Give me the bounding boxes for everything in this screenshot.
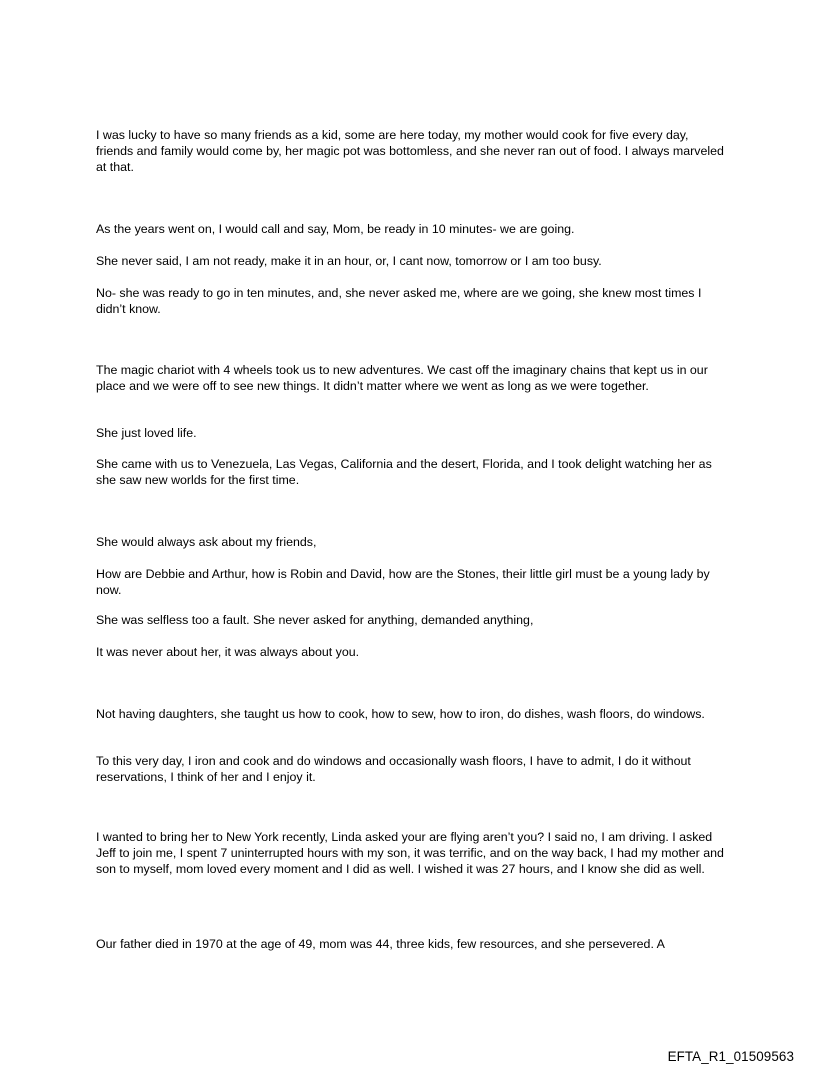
paragraph-how-are-friends: How are Debbie and Arthur, how is Robin and David, how are the Stones, their little girl must be a young lady by now. bbox=[96, 567, 710, 597]
document-id-footer: EFTA_R1_01509563 bbox=[667, 1049, 794, 1064]
paragraph-this-very-day: To this very day, I iron and cook and do windows and occasionally wash floors, I have to admit, I do it without reservations, I think of her and I enjoy it. bbox=[96, 754, 691, 784]
paragraph-loved-life: She just loved life. bbox=[96, 426, 197, 440]
paragraph-friends-cooking: I was lucky to have so many friends as a kid, some are here today, my mother would cook for five every day, friends and family would come by, her magic pot was bottomless, and she never ran out of food. I always marveled at that. bbox=[96, 128, 724, 174]
paragraph-ask-friends: She would always ask about my friends, bbox=[96, 535, 317, 549]
paragraph-travels: She came with us to Venezuela, Las Vegas, California and the desert, Florida, and I took delight watching her as she saw new worlds for the first time. bbox=[96, 457, 712, 487]
paragraph-never-said: She never said, I am not ready, make it in an hour, or, I cant now, tomorrow or I am too busy. bbox=[96, 254, 602, 268]
paragraph-new-york-trip: I wanted to bring her to New York recently, Linda asked your are flying aren’t you? I said no, I am driving. I asked Jeff to join me, I spent 7 uninterrupted hours with my son, it was terrific, and on the way back, I had my mother and son to myself, mom loved every moment and I did as well. I wished it was 27 hours, and I know she did as well. bbox=[96, 830, 724, 876]
paragraph-no-daughters: Not having daughters, she taught us how to cook, how to sew, how to iron, do dishes, wash floors, do windows. bbox=[96, 707, 705, 721]
paragraph-call-mom: As the years went on, I would call and say, Mom, be ready in 10 minutes- we are going. bbox=[96, 222, 575, 236]
paragraph-selfless: She was selfless too a fault. She never asked for anything, demanded anything, bbox=[96, 613, 534, 627]
paragraph-father-died: Our father died in 1970 at the age of 49, mom was 44, three kids, few resources, and she persevered. A bbox=[96, 937, 665, 951]
paragraph-magic-chariot: The magic chariot with 4 wheels took us to new adventures. We cast off the imaginary chains that kept us in our place and we were off to see new things. It didn’t matter where we went as long as we were together. bbox=[96, 363, 708, 393]
paragraph-never-about-her: It was never about her, it was always about you. bbox=[96, 645, 360, 659]
paragraph-ready-ten-minutes: No- she was ready to go in ten minutes, and, she never asked me, where are we going, she knew most times I didn’t know. bbox=[96, 286, 702, 316]
